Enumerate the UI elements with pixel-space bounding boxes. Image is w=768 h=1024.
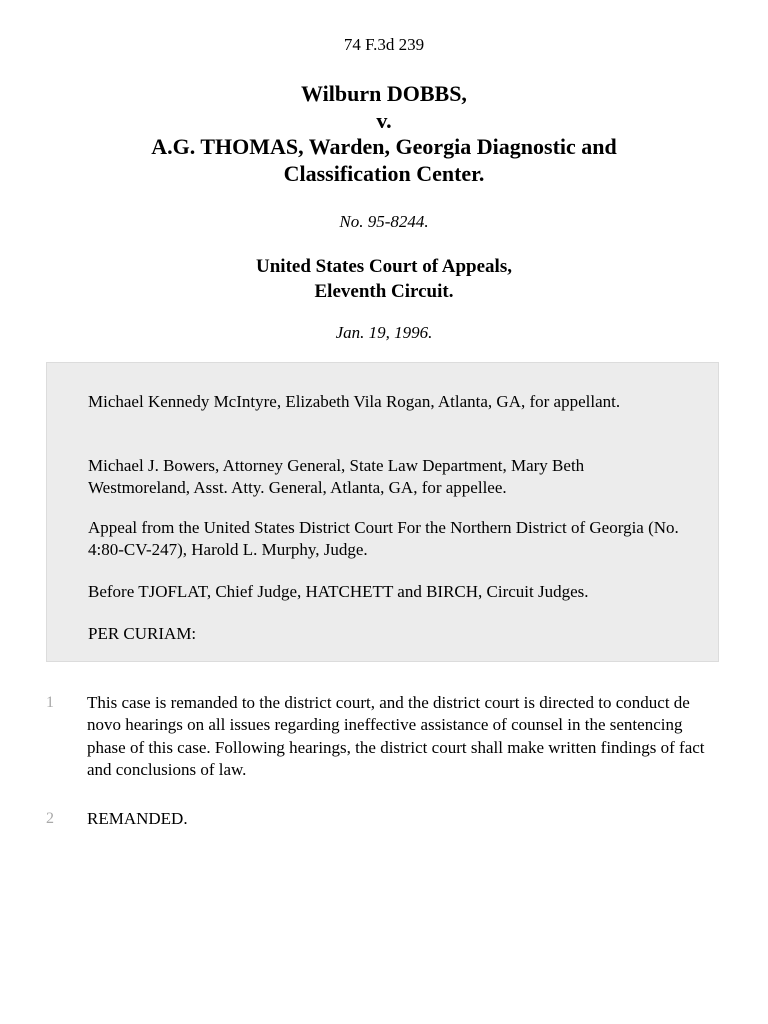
appellant-counsel: Michael Kennedy McIntyre, Elizabeth Vila Rogan, Atlanta, GA, for appellant. xyxy=(88,392,621,411)
appeal-from: Appeal from the United States District Court For the Northern District of Georgia (No. 4:80-CV-247), Harold L. Murphy, Judge. xyxy=(88,518,679,559)
court-name-line2: Eleventh Circuit. xyxy=(314,281,454,302)
versus: v. xyxy=(376,107,392,133)
paragraph-number: 2 xyxy=(46,810,54,827)
paragraph-text: REMANDED. xyxy=(87,809,188,828)
docket-number: No. 95-8244. xyxy=(339,212,429,231)
court-name xyxy=(0,254,768,304)
per-curiam: PER CURIAM: xyxy=(88,624,197,643)
appellee-counsel: Michael J. Bowers, Attorney General, State Law Department, Mary Beth Westmoreland, Asst. Atty. General, Atlanta, GA, for appellee. xyxy=(88,456,585,497)
appellee-name: A.G. THOMAS, Warden, Georgia Diagnostic and xyxy=(151,134,617,159)
court-name-line1: United States Court of Appeals, xyxy=(256,256,512,277)
appellee-name-cont: Classification Center. xyxy=(283,160,485,186)
decision-date: Jan. 19, 1996. xyxy=(335,323,433,342)
case-title xyxy=(60,81,708,187)
paragraph-number: 1 xyxy=(46,694,54,711)
appellant-name: Wilburn DOBBS, xyxy=(301,81,467,106)
case-citation: 74 F.3d 239 xyxy=(343,35,425,54)
case-header-box xyxy=(46,362,719,662)
paragraph-text: This case is remanded to the district court, and the district court is directed to conduct de novo hearings on all issues regarding ineffective assistance of counsel in the sentencing phase of this case. Following hearings, the district court shall make written findings of fact and conclusions of law. xyxy=(87,693,705,780)
panel: Before TJOFLAT, Chief Judge, HATCHETT and BIRCH, Circuit Judges. xyxy=(88,582,589,601)
